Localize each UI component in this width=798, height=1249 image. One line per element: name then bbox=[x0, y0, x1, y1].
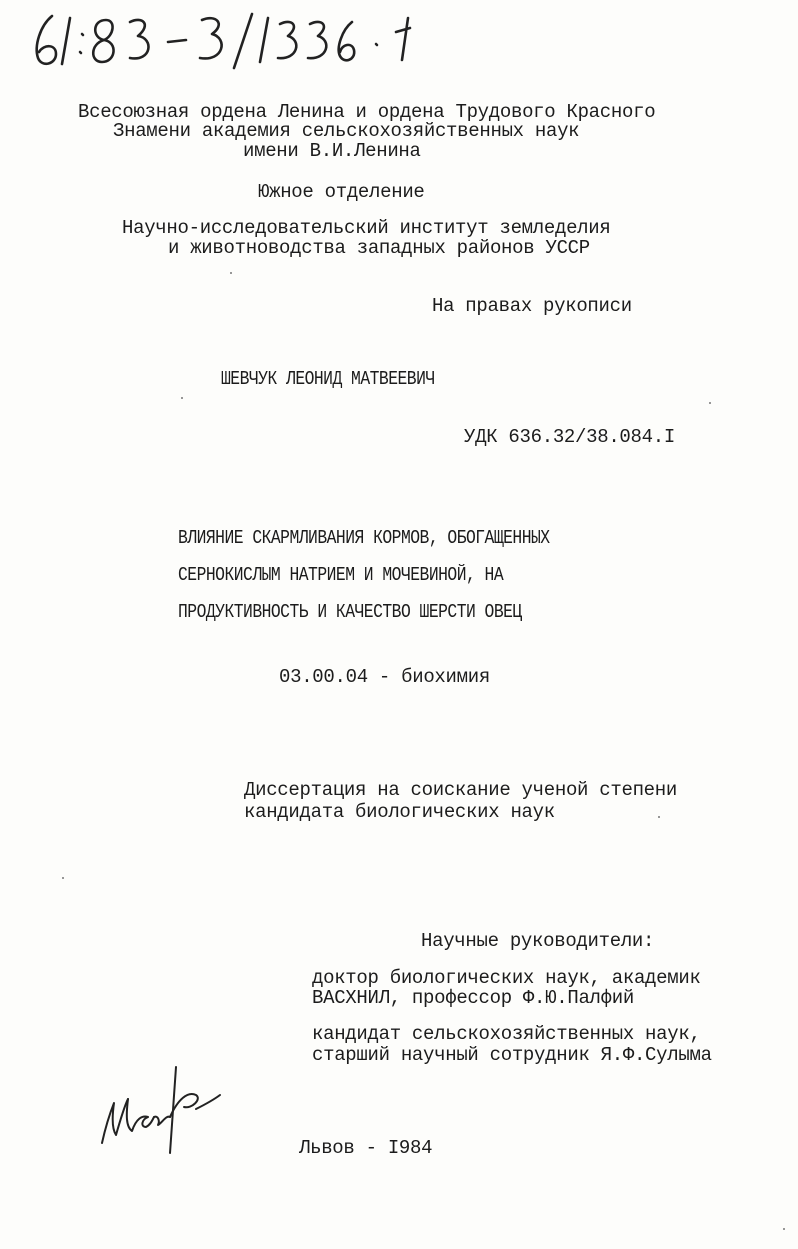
specialty-code: 03.00.04 - биохимия bbox=[279, 666, 490, 688]
author-name: ШЕВЧУК ЛЕОНИД МАТВЕЕВИЧ bbox=[221, 368, 435, 390]
supervisors-heading: Научные руководители: bbox=[421, 930, 655, 952]
institute-line-2: и животноводства западных районов УССР bbox=[168, 237, 590, 259]
supervisor-2-line-2: старший научный сотрудник Я.Ф.Сулыма bbox=[312, 1044, 712, 1066]
manuscript-rights: На правах рукописи bbox=[432, 295, 632, 317]
organization-line-1: Всесоюзная ордена Ленина и ордена Трудового Красного bbox=[78, 101, 656, 123]
supervisor-1-line-2: ВАСХНИЛ, профессор Ф.Ю.Палфий bbox=[312, 987, 634, 1009]
supervisor-1-line-1: доктор биологических наук, академик bbox=[312, 967, 701, 989]
scan-speck bbox=[62, 877, 64, 879]
dissertation-line-2: кандидата биологических наук bbox=[244, 801, 555, 823]
scan-speck bbox=[181, 397, 183, 399]
thesis-title-line-2: СЕРНОКИСЛЫМ НАТРИЕМ И МОЧЕВИНОЙ, НА bbox=[178, 564, 504, 586]
place-and-year: Львов - I984 bbox=[299, 1137, 433, 1159]
organization-line-2: Знамени академия сельскохозяйственных наук bbox=[113, 120, 580, 142]
supervisor-2-line-1: кандидат сельскохозяйственных наук, bbox=[312, 1023, 701, 1045]
scan-speck bbox=[658, 816, 660, 818]
institute-line-1: Научно-исследовательский институт земледелия bbox=[122, 217, 611, 239]
dissertation-line-1: Диссертация на соискание ученой степени bbox=[244, 779, 677, 801]
udc-code: УДК 636.32/38.084.I bbox=[464, 426, 675, 448]
handwritten-archive-note bbox=[30, 8, 430, 72]
department-name: Южное отделение bbox=[258, 181, 425, 203]
organization-line-3: имени В.И.Ленина bbox=[243, 140, 421, 162]
thesis-title-line-1: ВЛИЯНИЕ СКАРМЛИВАНИЯ КОРМОВ, ОБОГАЩЕННЫХ bbox=[178, 527, 550, 549]
handwritten-signature bbox=[96, 1055, 226, 1155]
scan-speck bbox=[783, 1228, 785, 1230]
scan-speck bbox=[230, 272, 232, 274]
scan-speck bbox=[709, 402, 711, 404]
thesis-title-line-3: ПРОДУКТИВНОСТЬ И КАЧЕСТВО ШЕРСТИ ОВЕЦ bbox=[178, 601, 522, 623]
